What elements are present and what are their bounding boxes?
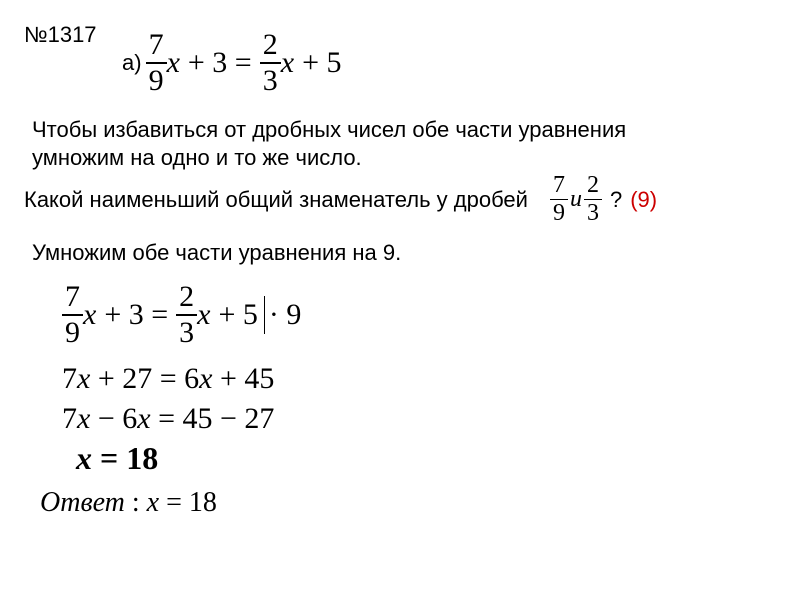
explanation-line-2: умножим на одно и то же число.: [32, 145, 362, 170]
fraction-7-9: $\frac{7}{9}$: [146, 28, 167, 98]
part-label: а): [122, 50, 142, 75]
equation-part: + 3 =: [104, 298, 169, 331]
multiplier: · 9: [264, 296, 302, 334]
step-4-result: x = 18: [76, 440, 159, 476]
variable-x: x: [76, 440, 92, 476]
multiply-text: Умножим обе части уравнения на 9.: [32, 240, 402, 265]
fraction-7-9: $\frac{7}{9}$: [62, 280, 83, 350]
equation-a: [122, 28, 341, 98]
equation-part: + 5: [302, 46, 342, 79]
answer-word: Ответ: [40, 487, 125, 518]
explanation-line-1: Чтобы избавиться от дробных чисел обе части уравнения: [32, 117, 627, 142]
fraction-7-9: $\frac{7}{9}$: [550, 172, 568, 227]
fraction-2-3: $\frac{2}{3}$: [176, 280, 197, 350]
variable-x: x: [146, 487, 160, 518]
question-mark: ?: [609, 186, 623, 212]
variable-x: x: [77, 402, 91, 435]
variable-x: x: [77, 362, 91, 395]
variable-x: x: [137, 402, 151, 435]
step-1-equation: [62, 280, 301, 350]
fraction-2-3: $\frac{2}{3}$: [584, 172, 602, 227]
question-answer: (9): [630, 186, 658, 212]
conjunction: и: [569, 186, 582, 212]
variable-x: x: [199, 362, 213, 395]
variable-x: x: [280, 46, 295, 79]
fraction-2-3: $\frac{2}{3}$: [260, 28, 281, 98]
question-text: Какой наименьший общий знаменатель у дробей: [24, 186, 528, 212]
equation-part: + 5: [218, 298, 258, 331]
problem-number: №1317: [24, 22, 97, 47]
answer-line: Ответ : x = 18: [40, 487, 217, 518]
variable-x: x: [166, 46, 180, 79]
variable-x: x: [197, 298, 211, 331]
step-2-equation: 7x + 27 = 6x + 45: [62, 362, 275, 395]
variable-x: x: [83, 298, 97, 331]
step-3-equation: 7x − 6x = 45 − 27: [62, 402, 275, 435]
question-line: [24, 172, 657, 227]
equation-part: + 3 =: [187, 46, 252, 79]
